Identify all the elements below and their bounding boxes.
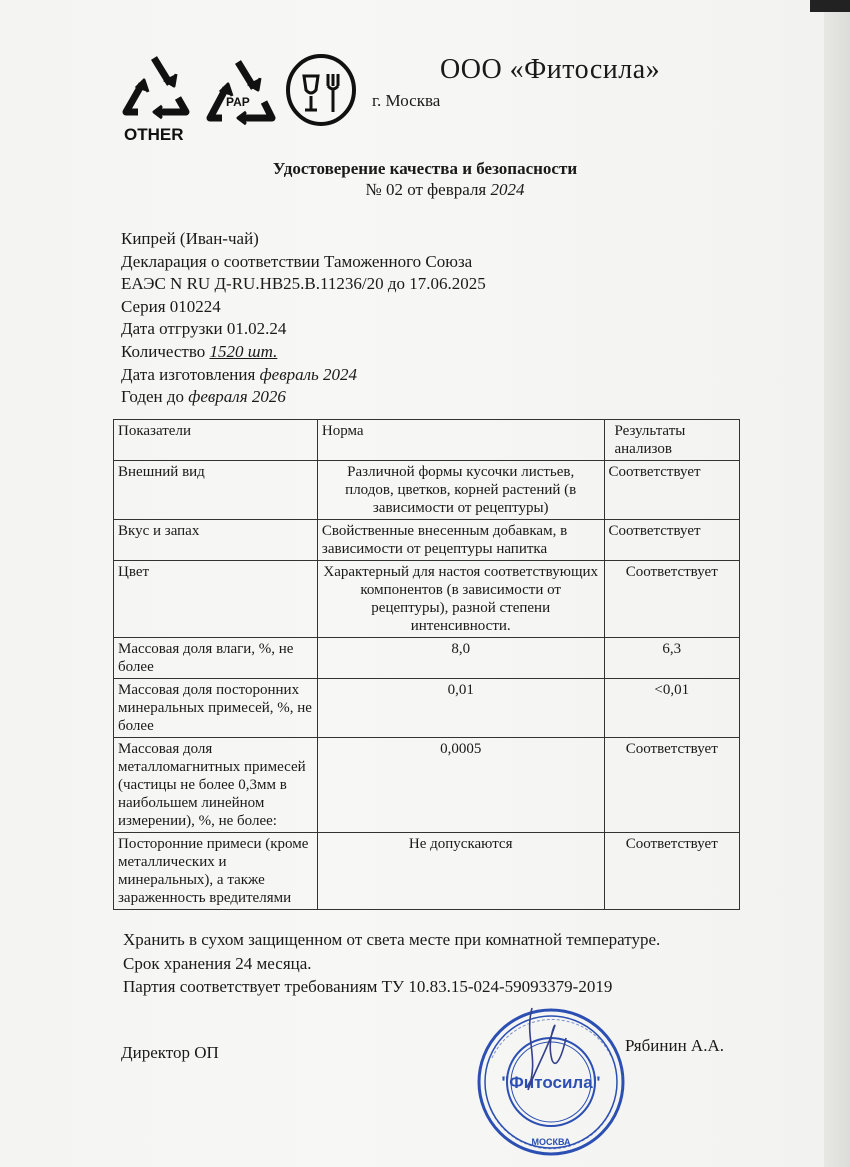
row-indicator: Посторонние примеси (кроме металлических и минеральных), а также зараженность вредителями <box>114 833 318 910</box>
expiry-label: Годен до <box>121 387 189 407</box>
manufacture-value: февраль 2024 <box>259 364 357 384</box>
shipment-date: Дата отгрузки 01.02.24 <box>121 319 287 339</box>
row-result: <0,01 <box>604 679 740 738</box>
compliance-note: Партия соответствует требованиям ТУ 10.83.15-024-59093379-2019 <box>123 977 613 996</box>
table-row <box>114 461 740 520</box>
expiry-date <box>121 386 486 409</box>
row-result: Соответствует <box>604 561 740 638</box>
row-indicator: Цвет <box>114 561 318 638</box>
declaration-label: Декларация о соответствии Таможенного Союза <box>121 251 473 271</box>
recycle-pap-label: PAP <box>226 95 250 109</box>
row-indicator: Массовая доля посторонних минеральных примесей, %, не более <box>114 679 318 738</box>
series: Серия 010224 <box>121 296 221 316</box>
table-row <box>114 738 740 833</box>
document-title: Удостоверение качества и безопасности <box>272 159 578 178</box>
manufacture-date <box>121 364 486 387</box>
recycle-other-icon <box>126 58 186 118</box>
row-indicator: Вкус и запах <box>114 520 318 561</box>
company-city: г. Москва <box>372 91 441 110</box>
footer-notes <box>123 928 660 999</box>
table-row <box>114 520 740 561</box>
product-info <box>121 228 486 409</box>
header-norm: Норма <box>317 420 604 461</box>
row-result: Соответствует <box>604 461 740 520</box>
table-row <box>114 638 740 679</box>
row-indicator: Массовая доля влаги, %, не более <box>114 638 318 679</box>
header-results: Результаты анализов <box>604 420 740 461</box>
row-indicator: Массовая доля металломагнитных примесей (частицы не более 0,3мм в наибольшем линейном измерении), %, не более: <box>114 738 318 833</box>
director-name: Рябинин А.А. <box>625 1036 724 1055</box>
row-norm: 0,01 <box>317 679 604 738</box>
row-result: Соответствует <box>604 833 740 910</box>
shelf-life-note: Срок хранения 24 месяца. <box>123 953 312 973</box>
document-number-prefix: № 02 от февраля <box>365 180 491 199</box>
declaration-number: ЕАЭС N RU Д-RU.НВ25.В.11236/20 до 17.06.2025 <box>121 274 486 294</box>
table-row <box>114 833 740 910</box>
table-row <box>114 561 740 638</box>
recycle-pap-icon <box>210 62 272 124</box>
glass-fork-icon <box>288 56 354 124</box>
row-norm: Свойственные внесенным добавкам, в зависимости от рецептуры напитка <box>317 520 604 561</box>
row-result: Соответствует <box>604 520 740 561</box>
row-indicator: Внешний вид <box>114 461 318 520</box>
row-norm: 0,0005 <box>317 738 604 833</box>
quality-table <box>113 419 740 910</box>
director-title: Директор ОП <box>121 1043 219 1062</box>
document-number-year: 2024 <box>490 180 525 199</box>
quantity-label: Количество <box>121 341 210 361</box>
header-indicators: Показатели <box>114 420 318 461</box>
company-stamp <box>462 998 640 1158</box>
storage-note: Хранить в сухом защищенном от света месте при комнатной температуре. <box>123 930 661 949</box>
product-name: Кипрей (Иван-чай) <box>121 229 259 248</box>
stamp-city-text: МОСКВА <box>531 1137 571 1147</box>
document-number <box>0 180 850 200</box>
stamp-center-text: "Фитосила" <box>501 1073 601 1092</box>
table-header-row <box>114 420 740 461</box>
row-norm: Не допускаются <box>317 833 604 910</box>
table-row <box>114 679 740 738</box>
recycle-other-label: OTHER <box>124 125 184 144</box>
logo-group <box>118 46 368 146</box>
row-norm: 8,0 <box>317 638 604 679</box>
row-result: 6,3 <box>604 638 740 679</box>
company-name: ООО «Фитосила» <box>440 54 661 85</box>
row-result: Соответствует <box>604 738 740 833</box>
quantity-value: 1520 шт. <box>209 341 278 361</box>
row-norm: Характерный для настоя соответствующих компонентов (в зависимости от рецептуры), разной степени интенсивности. <box>317 561 604 638</box>
scan-corner <box>810 0 850 12</box>
row-norm: Различной формы кусочки листьев, плодов, цветков, корней растений (в зависимости от рецептуры) <box>317 461 604 520</box>
expiry-value: февраля 2026 <box>188 387 286 407</box>
manufacture-label: Дата изготовления <box>121 364 260 384</box>
quantity <box>121 341 486 364</box>
